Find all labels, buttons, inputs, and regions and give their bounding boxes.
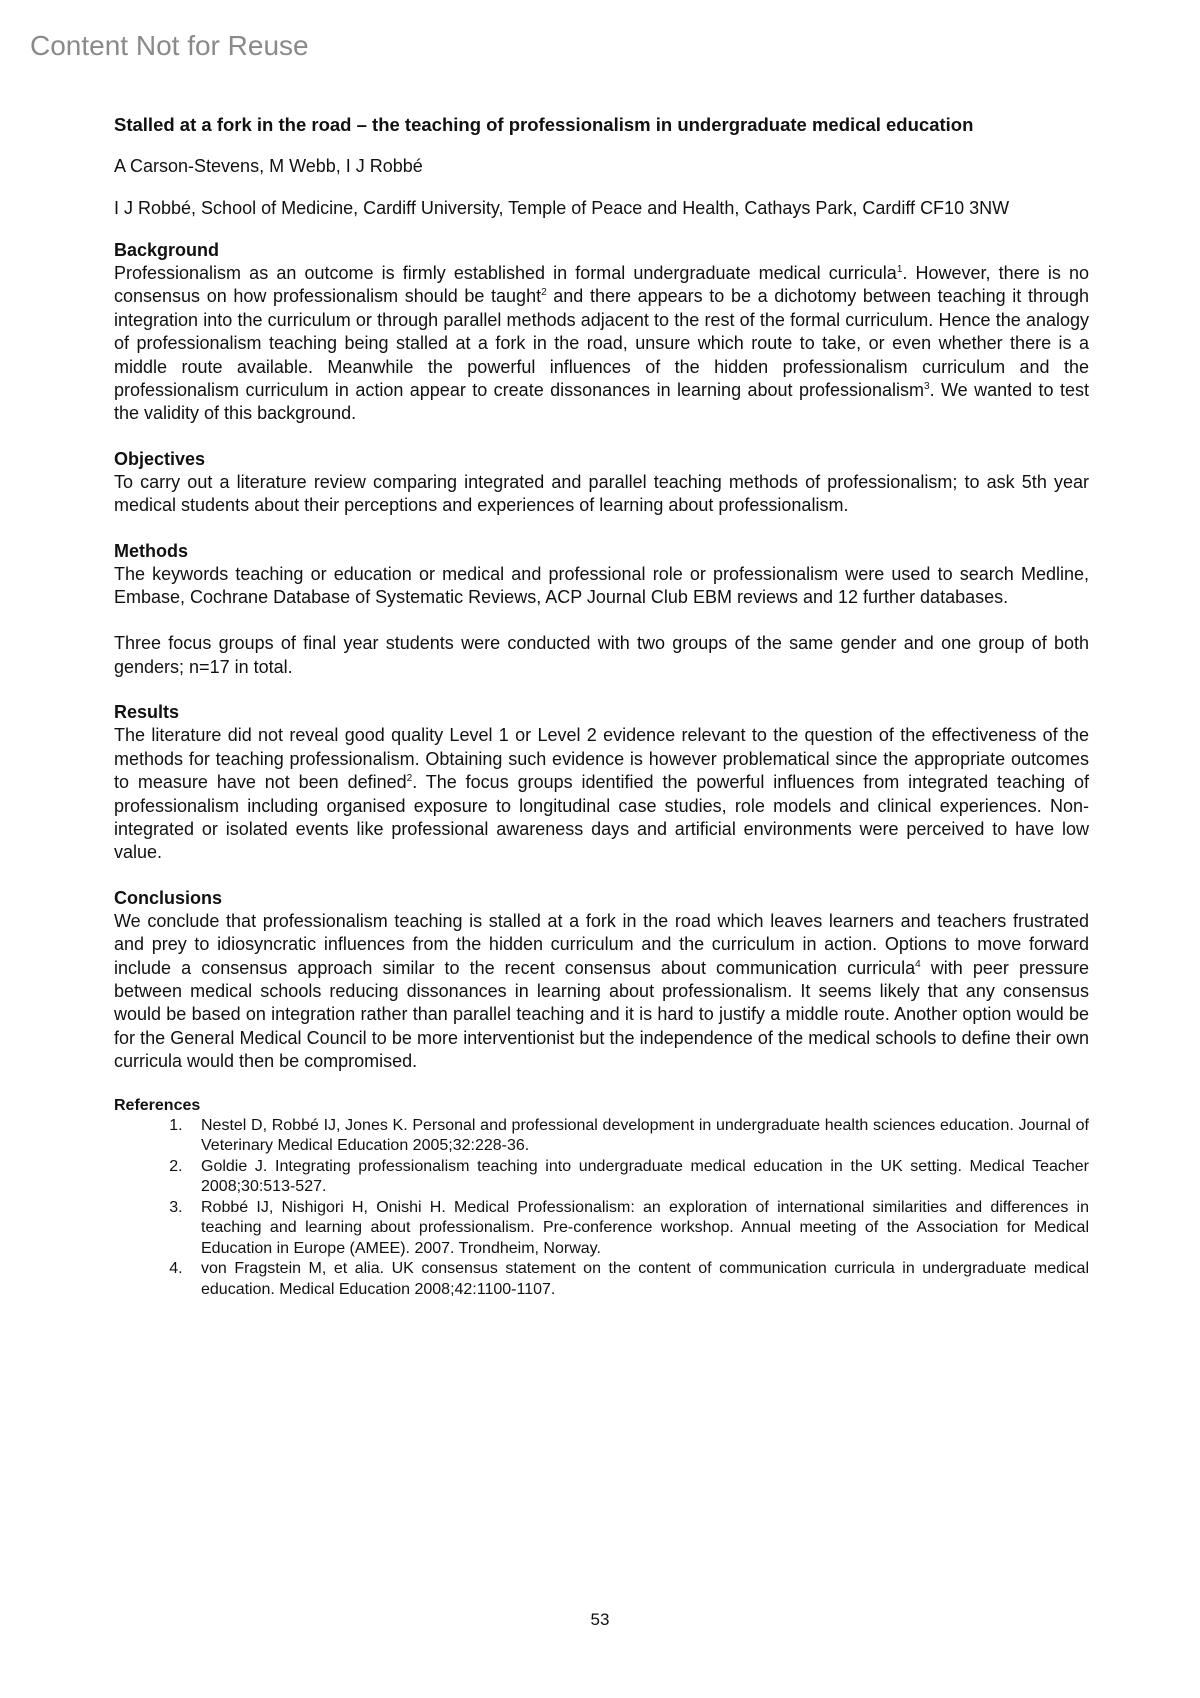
- objectives-heading: Objectives: [114, 448, 206, 469]
- conclusions-heading: Conclusions: [114, 887, 223, 908]
- background-heading: Background: [114, 240, 220, 260]
- author-list: A Carson-Stevens, M Webb, I J Robbé: [114, 156, 423, 176]
- references-section: [114, 1096, 1089, 1301]
- reference-item: 4. von Fragstein M, et alia. UK consensus statement on the content of communication curricula in undergraduate medical education. Medical Education 2008;42:1100-1107.: [187, 1259, 1089, 1300]
- methods-text-1: The keywords teaching or education or medical and professional role or professionalism were used to search Medline, Embase, Cochrane Database of Systematic Reviews, ACP Journal Club EBM reviews and 12 further databases.: [114, 563, 1089, 608]
- paper-title: Stalled at a fork in the road – the teaching of professionalism in undergraduate medical education: [114, 114, 974, 135]
- background-text: Professionalism as an outcome is firmly established in formal undergraduate medical curricula$^1$. However, there is no consensus on how professionalism should be taught$^2$ and there appears to be a dichotomy between teaching it through integration into the curriculum or through parallel methods adjacent to the rest of the formal curriculum. Hence the analogy of professionalism teaching being stalled at a fork in the road, unsure which route to take, or even whether there is a middle route available. Meanwhile the powerful influences of the hidden professionalism curriculum and the professionalism curriculum in action appear to create dissonances in learning about professionalism$^3$. We wanted to test the validity of this background.: [114, 263, 1089, 424]
- results-text: The literature did not reveal good quality Level 1 or Level 2 evidence relevant to the question of the effectiveness of the methods for teaching professionalism. Obtaining such evidence is however problematical since the appropriate outcomes to measure have not been defined$^2$. The focus groups identified the powerful influences from integrated teaching of professionalism including organised exposure to longitudinal case studies, role models and clinical experiences. Non-integrated or isolated events like professional awareness days and artificial environments were perceived to have low value.: [114, 725, 1089, 863]
- objectives-section: [114, 448, 1089, 518]
- methods-heading: Methods: [114, 540, 188, 561]
- watermark: Content Not for Reuse: [30, 30, 309, 61]
- conclusions-section: [114, 887, 1089, 1074]
- document-body: [114, 113, 1089, 1300]
- objectives-text: To carry out a literature review comparing integrated and parallel teaching methods of professionalism; to ask 5th year medical students about their perceptions and experiences of learning about professionalism.: [114, 471, 1089, 516]
- results-section: [114, 701, 1089, 864]
- reference-item: 2. Goldie J. Integrating professionalism teaching into undergraduate medical education in the UK setting. Medical Teacher 2008;30:513-527.: [187, 1157, 1089, 1198]
- reference-list: [114, 1116, 1089, 1301]
- methods-section: [114, 540, 1089, 680]
- reference-item: 1. Nestel D, Robbé IJ, Jones K. Personal and professional development in undergraduate health sciences education. Journal of Veterinary Medical Education 2005;32:228-36.: [187, 1116, 1089, 1157]
- background-section: [114, 239, 1089, 426]
- methods-text-2: Three focus groups of final year students were conducted with two groups of the same gender and one group of both genders; n=17 in total.: [114, 633, 1089, 677]
- references-heading: References: [114, 1096, 201, 1114]
- conclusions-text: We conclude that professionalism teaching is stalled at a fork in the road which leaves learners and teachers frustrated and prey to idiosyncratic influences from the hidden curriculum and the curriculum in action. Options to move forward include a consensus approach similar to the recent consensus about communication curricula$^4$ with peer pressure between medical schools reducing dissonances in learning about professionalism. It seems likely that any consensus would be based on integration rather than parallel teaching and it is hard to justify a middle route. Another option would be for the General Medical Council to be more interventionist but the independence of the medical schools to define their own curricula would then be compromised.: [114, 910, 1089, 1072]
- reference-item: 3. Robbé IJ, Nishigori H, Onishi H. Medical Professionalism: an exploration of international similarities and differences in teaching and learning about professionalism. Pre-conference workshop. Annual meeting of the Association for Medical Education in Europe (AMEE). 2007. Trondheim, Norway.: [187, 1198, 1089, 1260]
- results-heading: Results: [114, 702, 180, 723]
- affiliation: I J Robbé, School of Medicine, Cardiff University, Temple of Peace and Health, Cathays Park, Cardiff CF10 3NW: [114, 198, 1010, 218]
- page-number: 53: [590, 1610, 610, 1629]
